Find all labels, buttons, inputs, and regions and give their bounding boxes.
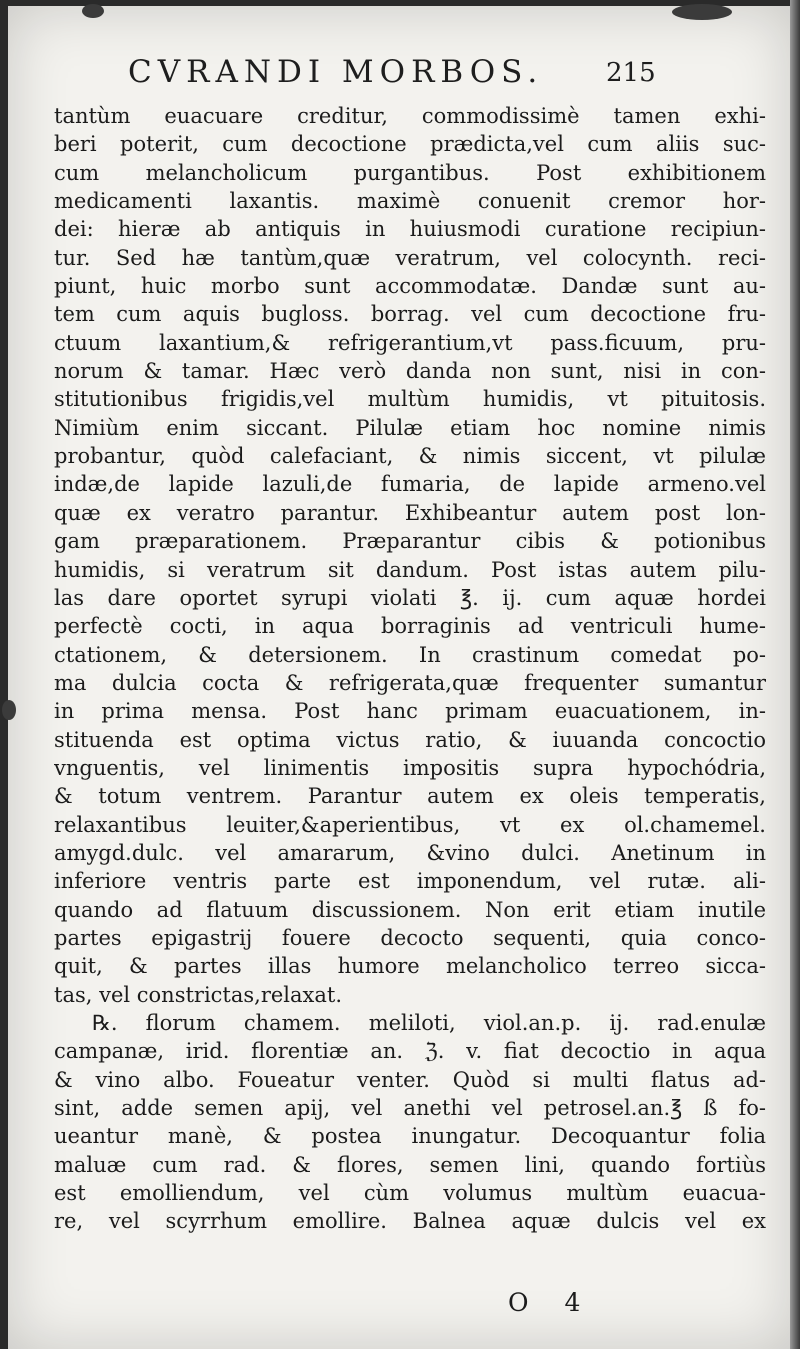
- text-line: quando ad flatuum discussionem. Non erit etiam inutile: [54, 897, 766, 922]
- text-line: quæ ex veratro parantur. Exhibeantur autem post lon-: [54, 500, 766, 525]
- text-line: & totum ventrem. Parantur autem ex oleis temperatis,: [54, 784, 766, 809]
- page-number: 215: [606, 58, 656, 88]
- text-line: relaxantibus leuiter,&aperientibus, vt ex ol.chamemel.: [54, 812, 766, 837]
- text-line: campanæ, irid. florentiæ an. ℨ. v. fiat decoctio in aqua: [54, 1039, 766, 1064]
- text-line: est emolliendum, vel cùm volumus multùm euacua-: [54, 1181, 766, 1206]
- text-line: vnguentis, vel linimentis impositis supra hypochódria,: [54, 755, 766, 780]
- text-line: tem cum aquis bugloss. borrag. vel cum decoctione fru-: [54, 302, 766, 327]
- text-line: quit, & partes illas humore melancholico terreo sicca-: [54, 954, 766, 979]
- text-line: dei: hieræ ab antiquis in huiusmodi curatione recipiun-: [54, 217, 766, 242]
- text-line: amygd.dulc. vel amararum, &vino dulci. Anetinum in: [54, 840, 766, 865]
- text-line: probantur, quòd calefaciant, & nimis siccent, vt pilulæ: [54, 444, 766, 469]
- text-line: humidis, si veratrum sit dandum. Post istas autem pilu-: [54, 557, 766, 582]
- text-line: tantùm euacuare creditur, commodissimè tamen exhi-: [54, 104, 766, 128]
- text-line: partes epigastrij fouere decocto sequenti, quia conco-: [54, 925, 766, 950]
- text-line: stitutionibus frigidis,vel multùm humidis, vt pituitosis.: [54, 387, 766, 412]
- text-line: maluæ cum rad. & flores, semen lini, quando fortiùs: [54, 1152, 766, 1177]
- text-line: las dare oportet syrupi violati ℥. ij. cum aquæ hordei: [54, 585, 766, 610]
- text-line: ueantur manè, & postea inungatur. Decoquantur folia: [54, 1124, 766, 1149]
- text-line: in prima mensa. Post hanc primam euacuationem, in-: [54, 699, 766, 724]
- text-line: gam præparationem. Præparantur cibis & potionibus: [54, 529, 766, 554]
- text-line: perfectè cocti, in aqua borraginis ad ventriculi hume-: [54, 614, 766, 639]
- ink-speck: [672, 4, 732, 20]
- ink-speck: [2, 700, 16, 720]
- text-line: cum melancholicum purgantibus. Post exhibitionem: [54, 160, 766, 185]
- text-line: ctationem, & detersionem. In crastinum comedat po-: [54, 642, 766, 667]
- text-line: medicamenti laxantis. maximè conuenit cremor hor-: [54, 189, 766, 214]
- ink-speck: [82, 4, 104, 18]
- text-line: indæ,de lapide lazuli,de fumaria, de lapide armeno.vel: [54, 472, 766, 497]
- text-line: re, vel scyrrhum emollire. Balnea aquæ dulcis vel ex: [54, 1209, 766, 1234]
- text-line: tas, vel constrictas,relaxat.: [54, 982, 343, 1007]
- text-line: sint, adde semen apij, vel anethi vel petrosel.an.℥ ß fo-: [54, 1096, 766, 1121]
- text-line: piunt, huic morbo sunt accommodatæ. Dandæ sunt au-: [54, 274, 766, 299]
- running-title: CVRANDI MORBOS.: [128, 54, 544, 90]
- text-line: beri poterit, cum decoctione prædicta,vel cum aliis suc-: [54, 132, 766, 157]
- text-line: ma dulcia cocta & refrigerata,quæ frequenter sumantur: [54, 670, 766, 695]
- book-page: [8, 6, 792, 1349]
- text-line: & vino albo. Foueatur venter. Quòd si multi flatus ad-: [54, 1067, 766, 1092]
- text-line: tur. Sed hæ tantùm,quæ veratrum, vel colocynth. reci-: [54, 245, 766, 270]
- text-line: norum & tamar. Hæc verò danda non sunt, nisi in con-: [54, 359, 766, 384]
- text-line: stituenda est optima victus ratio, & iuuanda concoctio: [54, 727, 766, 752]
- text-line: ctuum laxantium,& refrigerantium,vt pass.ficuum, pru-: [54, 330, 766, 355]
- page-edge-shadow: [790, 0, 800, 1349]
- text-line: Nimiùm enim siccant. Pilulæ etiam hoc nomine nimis: [54, 415, 766, 440]
- text-line: inferiore ventris parte est imponendum, vel rutæ. ali-: [54, 869, 766, 894]
- signature-mark: O 4: [508, 1288, 595, 1317]
- body-text: [54, 102, 766, 1236]
- recipe-line: ℞. florum chamem. meliloti, viol.an.p. ij. rad.enulæ: [92, 1011, 766, 1035]
